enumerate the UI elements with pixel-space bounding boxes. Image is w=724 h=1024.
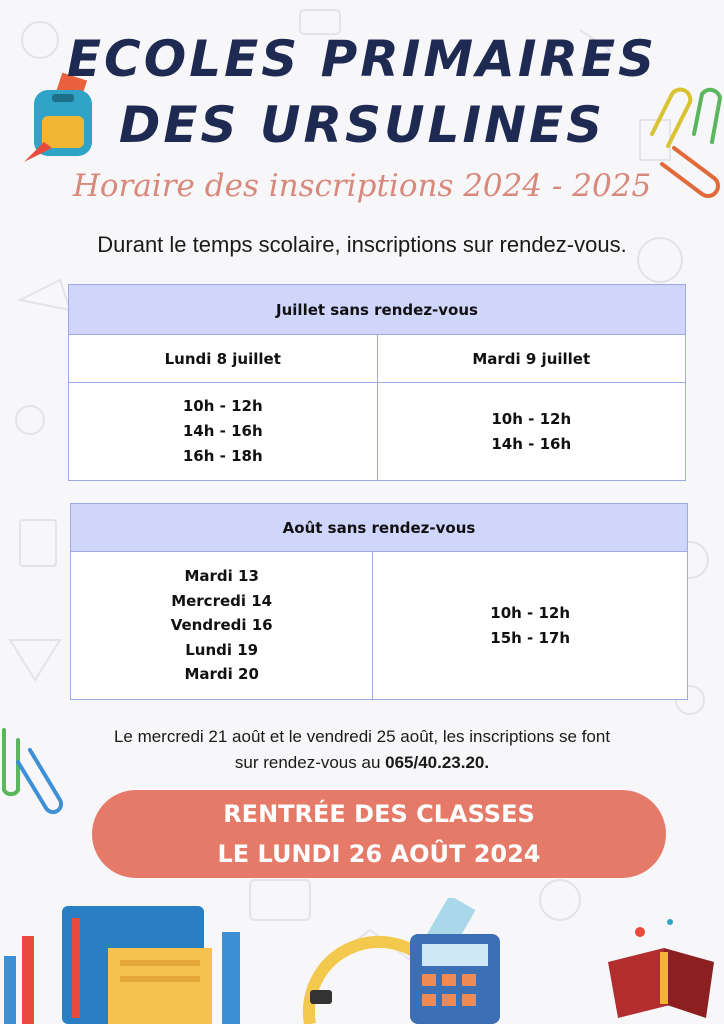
page-title-line-2: DES URSULINES [118,96,606,154]
appointment-note [40,724,684,776]
july-schedule-table [68,284,686,481]
august-slots [373,552,688,700]
page-subtitle: Horaire des inscriptions 2024 - 2025 [72,168,652,204]
august-day: Vendredi 16 [170,616,273,635]
time-slot: 15h - 17h [490,628,571,647]
august-day: Mardi 20 [184,665,259,684]
july-day-1: Lundi 8 juillet [69,335,378,383]
august-schedule-table [70,503,688,700]
note-line-2 [40,750,684,776]
august-day: Mardi 13 [184,567,259,586]
time-slot: 10h - 12h [490,604,571,622]
page-title-line-1: ECOLES PRIMAIRES [66,30,658,88]
book-icon [600,912,724,1024]
time-slot: 16h - 18h [182,447,263,465]
phone-number: 065/40.23.20. [385,753,490,772]
intro-text: Durant le temps scolaire, inscriptions sur rendez-vous. [97,232,627,257]
july-day-2: Mardi 9 juillet [377,335,686,383]
calculator-protractor-icon [300,898,500,1024]
august-day: Lundi 19 [185,640,259,659]
banner-line-1: RENTRÉE DES CLASSES [223,800,535,828]
july-day-2-slots [377,383,686,481]
august-table-header: Août sans rendez-vous [71,504,688,552]
note-line-1: Le mercredi 21 août et le vendredi 25 août, les inscriptions se font [113,727,611,746]
august-days [71,552,373,700]
back-to-school-banner [92,790,666,878]
july-table-header: Juillet sans rendez-vous [69,285,686,335]
august-day: Mercredi 14 [171,591,273,610]
time-slot: 14h - 16h [491,434,572,453]
time-slot: 10h - 12h [491,409,572,428]
july-day-1-slots [69,383,378,481]
note-line-2-text: sur rendez-vous au [234,753,386,772]
banner-line-2: LE LUNDI 26 AOÛT 2024 [217,840,541,868]
time-slot: 10h - 12h [182,397,263,415]
time-slot: 14h - 16h [182,422,263,440]
notebooks-pencils-icon [0,896,250,1024]
